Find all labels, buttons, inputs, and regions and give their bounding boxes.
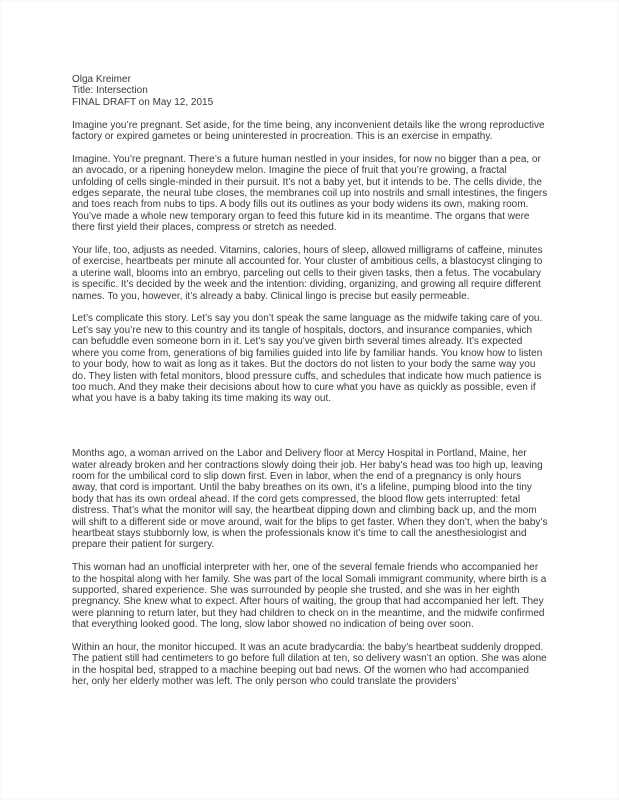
paragraph-story-2: This woman had an unofficial interpreter with her, one of the several female friends who accompanied her to the hospital along with her family. She was part of the local Somali immigrant community, where birth is a supported, shared experience. She was surrounded by people she trusted, and she was in her eighth pregnancy. She knew what to expect. After hours of waiting, the group that had accompanied her left. They were planning to return later, but they had children to check on in the meantime, and the midwife confirmed that everything looked good. The long, slow labor showed no indication of being over soon. xyxy=(72,562,547,631)
paragraph-intro-3: Your life, too, adjusts as needed. Vitamins, calories, hours of sleep, allowed milligrams of caffeine, minutes of exercise, heartbeats per minute all accounted for. Your cluster of ambitious cells, a blastocyst clinging to a uterine wall, blooms into an embryo, parceling out cells to their given tasks, then a fetus. The vocabulary is specific. It’s decided by the week and the intention: dividing, organizing, and growing all require different names. To you, however, it’s already a baby. Clinical lingo is precise but easily permeable. xyxy=(72,245,543,302)
paragraph-story-3: Within an hour, the monitor hiccuped. It was an acute bradycardia: the baby’s heartbeat suddenly dropped. The patient still had centimeters to go before full dilation at ten, so delivery wasn’t an option. She was alone in the hospital bed, strapped to a machine beeping out bad news. Of the women who had accompanied her, only her elderly mother was left. The only person who could translate the providers’ xyxy=(72,641,547,688)
title-line: Title: Intersection xyxy=(72,85,148,97)
author-line: Olga Kreimer xyxy=(72,74,131,85)
paragraph-intro-2: Imagine. You’re pregnant. There’s a future human nestled in your insides, for now no bigger than a pea, or an avocado, or a ripening honeydew melon. Imagine the piece of fruit that you’re growing, a fractal unfolding of cells single-minded in their pursuit. It’s not a baby yet, but it intends to be. The cells divide, the edges separate, the neural tube closes, the membranes coil up into nostrils and small intestines, the fingers and toes reach from nubs to tips. A body fills out its outlines as your body widens its own, making room. You’ve made a whole new temporary organ to feed this future kid in its meantime. The organs that were there first yield their places, compress or stretch as needed. xyxy=(72,153,548,234)
section-break xyxy=(72,405,548,437)
document-content xyxy=(72,74,548,688)
paragraph-intro-4: Let’s complicate this story. Let’s say you don’t speak the same language as the midwife taking care of you. Let’s say you’re new to this country and its tangle of hospitals, doctors, and insurance companies, which can befuddle even someone born in it. Let’s say you’ve given birth several times already. It’s expected where you come from, generations of big families guided into life by familiar hands. You know how to listen to your body, how to wait as long as it takes. But the doctors do not listen to your body the same way you do. They listen with fetal monitors, blood pressure cuffs, and schedules that indicate how much patience is too much. And they make their decisions about how to cure what you have as quickly as possible, even if what you have is a baby taking its time making its way out. xyxy=(72,313,543,405)
paragraph-story-1: Months ago, a woman arrived on the Labor and Delivery floor at Mercy Hospital in Portland, Maine, her water already broken and her contractions slowly doing their job. Her baby’s head was too high up, leaving room for the umbilical cord to slip down first. Even in labor, when the end of a pregnancy is only hours away, that cord is important. Until the baby breathes on its own, it’s a lifeline, pumping blood into the tiny body that has its own ordeal ahead. If the cord gets compressed, the blood flow gets interrupted: fetal distress. That’s what the monitor will say, the heartbeat dipping down and climbing back up, and the mom will shift to a different side or move around, wait for the blips to get faster. When they don’t, when the baby’s heartbeat stays stubbornly low, is when the professionals know it’s time to call the anesthesiologist and prepare their patient for surgery. xyxy=(72,448,548,551)
document-header xyxy=(72,74,548,108)
draft-date-line: FINAL DRAFT on May 12, 2015 xyxy=(72,96,214,108)
paragraph-intro-1: Imagine you’re pregnant. Set aside, for the time being, any inconvenient details like the wrong reproductive factory or expired gametes or being uninterested in procreation. This is an exercise in empathy. xyxy=(72,119,545,143)
